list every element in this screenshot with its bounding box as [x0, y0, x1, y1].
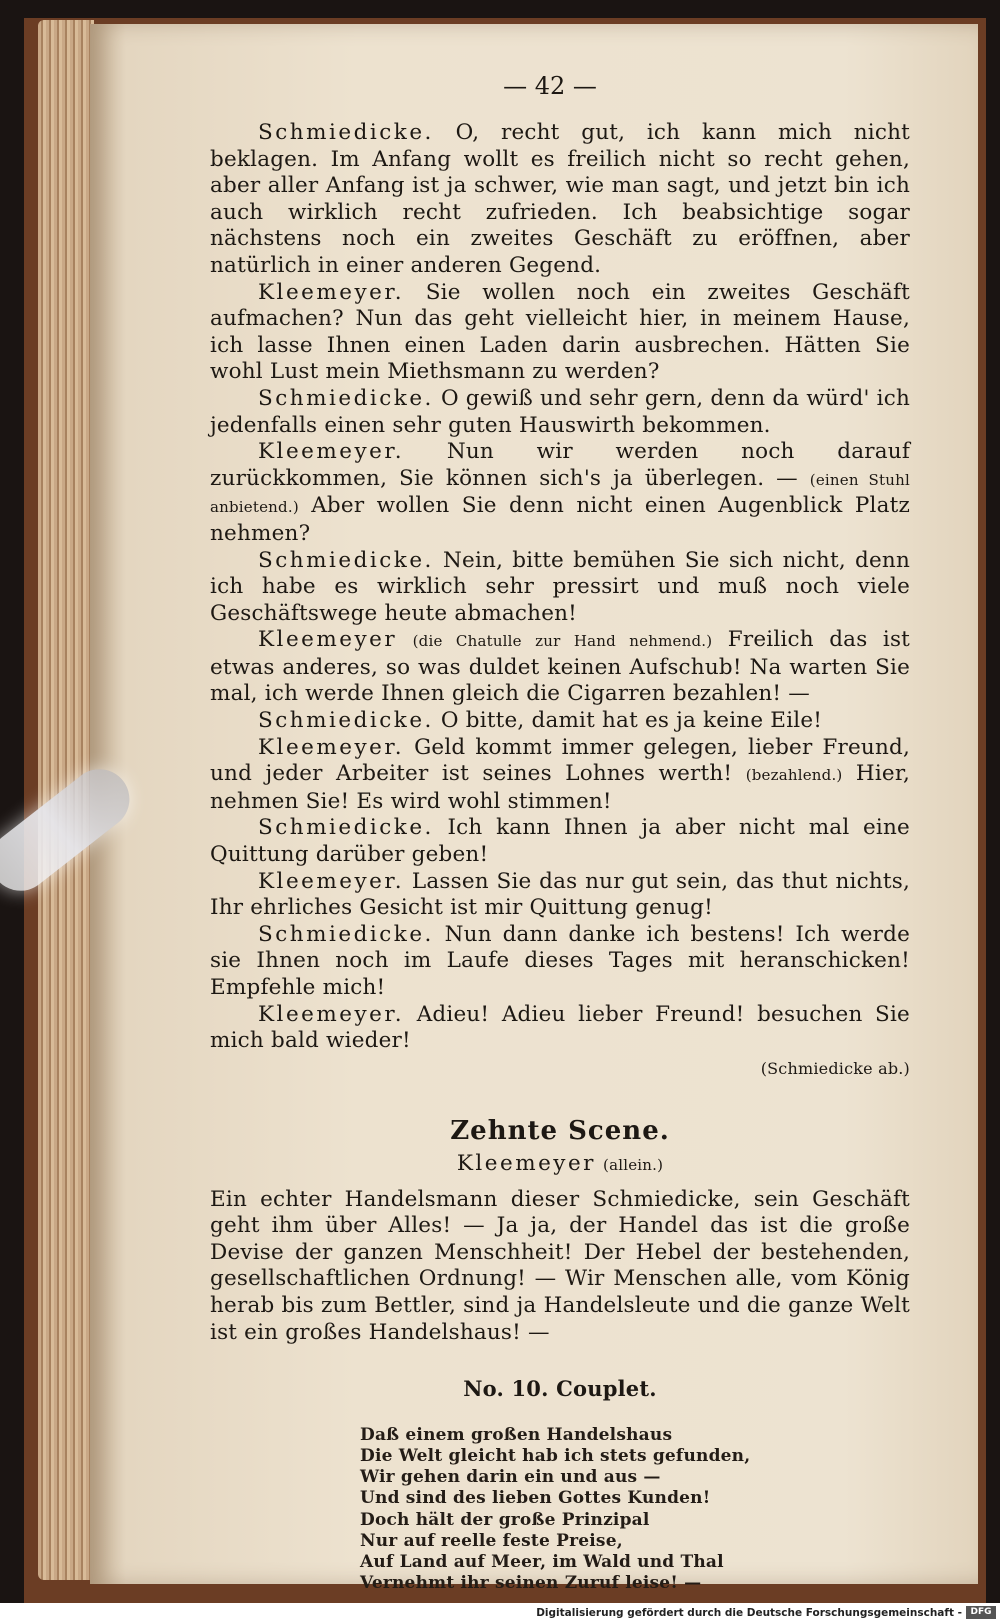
verse-line: Und sind des lieben Gottes Kunden! [360, 1488, 711, 1509]
footer-credit: Digitalisierung gefördert durch die Deutsche Forschungsgemeinschaft - [536, 1607, 962, 1619]
dialogue-text: Hier, nehmen Sie! Es wird wohl stimmen! [210, 761, 911, 814]
speaker-name: Kleemeyer [258, 627, 398, 653]
dialogue-paragraph [210, 708, 910, 735]
dialogue-paragraph [210, 869, 910, 922]
dialogue-paragraph [210, 439, 910, 547]
dialogue-text: Ich kann Ihnen ja aber nicht mal eine Quittung darüber geben! [210, 815, 910, 868]
dialogue-paragraph [210, 735, 910, 816]
speaker-name: Schmiedicke. [258, 815, 434, 841]
speaker-name: Schmiedicke. [258, 708, 434, 734]
stage-direction: (bezahlend.) [745, 766, 843, 785]
dialogue-text: O bitte, damit hat es ja keine Eile! [440, 708, 823, 734]
speaker-name: Kleemeyer. [258, 439, 405, 465]
stage-direction: (die Chatulle zur Hand nehmend.) [412, 632, 713, 651]
dialogue-text: O, recht gut, ich kann mich nicht beklagen. Im Anfang wollt es freilich nicht so recht gehen, aber aller Anfang ist ja schwer, wie man sagt, und jetzt bin ich auch wirklich recht zufrieden. Ich beabsichtige sogar nächstens noch ein zweites Geschäft zu eröffnen, aber natürlich in einer anderen Gegend. [210, 120, 910, 278]
speaker-name: Schmiedicke. [258, 120, 434, 145]
speaker-name: Schmiedicke. [258, 921, 434, 947]
couplet-title: No. 10. Couplet. [463, 1376, 657, 1402]
stage-direction: (allein.) [603, 1155, 664, 1174]
stage-direction: (einen Stuhl anbietend.) [210, 470, 910, 517]
verse-line: Nur auf reelle feste Preise, [360, 1530, 623, 1551]
dfg-logo-icon: DFG [966, 1606, 996, 1619]
dialogue-text: Lassen Sie das nur gut sein, das thut nichts, Ihr ehrliches Gesicht ist mir Quittung genug! [210, 868, 910, 921]
dialogue-text: Adieu! Adieu lieber Freund! besuchen Sie mich bald wieder! [210, 1001, 910, 1054]
speaker-name: Kleemeyer. [258, 734, 405, 760]
dialogue-paragraph [210, 815, 910, 868]
verse-line: Auf Land auf Meer, im Wald und Thal [360, 1551, 724, 1572]
speaker-name: Schmiedicke. [258, 547, 434, 573]
page-text [210, 120, 910, 1594]
dialogue-text: Freilich das ist etwas anderes, so was duldet keinen Aufschub! Na warten Sie mal, ich werde Ihnen gleich die Cigarren bezahlen! — [210, 627, 911, 707]
speaker-name: Schmiedicke. [258, 385, 434, 411]
footer-bar [0, 1603, 1000, 1621]
page-number: — 42 — [503, 72, 597, 100]
speaker-name: Kleemeyer. [258, 1001, 405, 1027]
dialogue-text: Sie wollen noch ein zweites Geschäft aufmachen? Nun das geht vielleicht hier, in meinem Hause, ich lasse Ihnen einen Laden darin ausbrechen. Hätten Sie wohl Lust mein Miethsmann zu werden? [210, 279, 910, 385]
couplet-verse [360, 1425, 910, 1595]
speaker-name: Kleemeyer. [258, 279, 405, 305]
dialogue-text: Aber wollen Sie denn nicht einen Augenblick Platz nehmen? [210, 493, 910, 546]
verse-line: Die Welt gleicht hab ich stets gefunden, [360, 1445, 751, 1466]
verse-line: Wir gehen darin ein und aus — [360, 1467, 661, 1488]
dialogue-text: Nein, bitte bemühen Sie sich nicht, denn ich habe es wirklich sehr pressirt und muß noch viele Geschäftswege heute abmachen! [210, 547, 910, 626]
stage-direction: (Schmiedicke ab.) [760, 1058, 910, 1078]
dialogue-paragraph [210, 280, 910, 386]
verse-line: Doch hält der große Prinzipal [360, 1509, 650, 1530]
verse-line: Vernehmt ihr seinen Zuruf leise! — [360, 1573, 702, 1594]
dialogue-text: O gewiß und sehr gern, denn da würd' ich jedenfalls einen sehr guten Hauswirth bekommen. [210, 385, 910, 438]
dialogue-paragraph [210, 386, 910, 439]
speaker-name: Kleemeyer. [258, 868, 405, 894]
verse-line: Daß einem großen Handelshaus [360, 1424, 673, 1445]
dialogue-text: Geld kommt immer gelegen, lieber Freund, und jeder Arbeiter ist seines Lohnes werth! [210, 734, 910, 787]
speaker-name: Kleemeyer [456, 1150, 596, 1176]
dialogue-text: Nun wir werden noch darauf zurückkommen, Sie können sich's ja überlegen. — [210, 439, 910, 491]
monologue-paragraph: Ein echter Handelsmann dieser Schmiedicke, sein Geschäft geht ihm über Alles! — Ja ja, der Handel das ist die große Devise der ganzen Menschheit! Der Hebel der bestehenden, gesellschaftlichen Ordnung! — Wir Menschen alle, vom König herab bis zum Bettler, sind ja Handelsleute und die ganze Welt ist ein großes Handelshaus! — [210, 1186, 910, 1345]
dialogue-paragraph [210, 1002, 910, 1055]
dialogue-paragraph [210, 120, 910, 280]
book-page [90, 24, 978, 1594]
scene-title: Zehnte Scene. [450, 1116, 670, 1147]
dialogue-text: Nun dann danke ich bestens! Ich werde sie Ihnen noch im Laufe dieses Tages mit heranschicken! Empfehle mich! [210, 921, 910, 1000]
dialogue-paragraph [210, 627, 910, 708]
dialogue-paragraph [210, 922, 910, 1002]
exit-direction [210, 1055, 910, 1083]
scene-subtitle [210, 1151, 910, 1179]
dialogue-paragraph [210, 548, 910, 628]
